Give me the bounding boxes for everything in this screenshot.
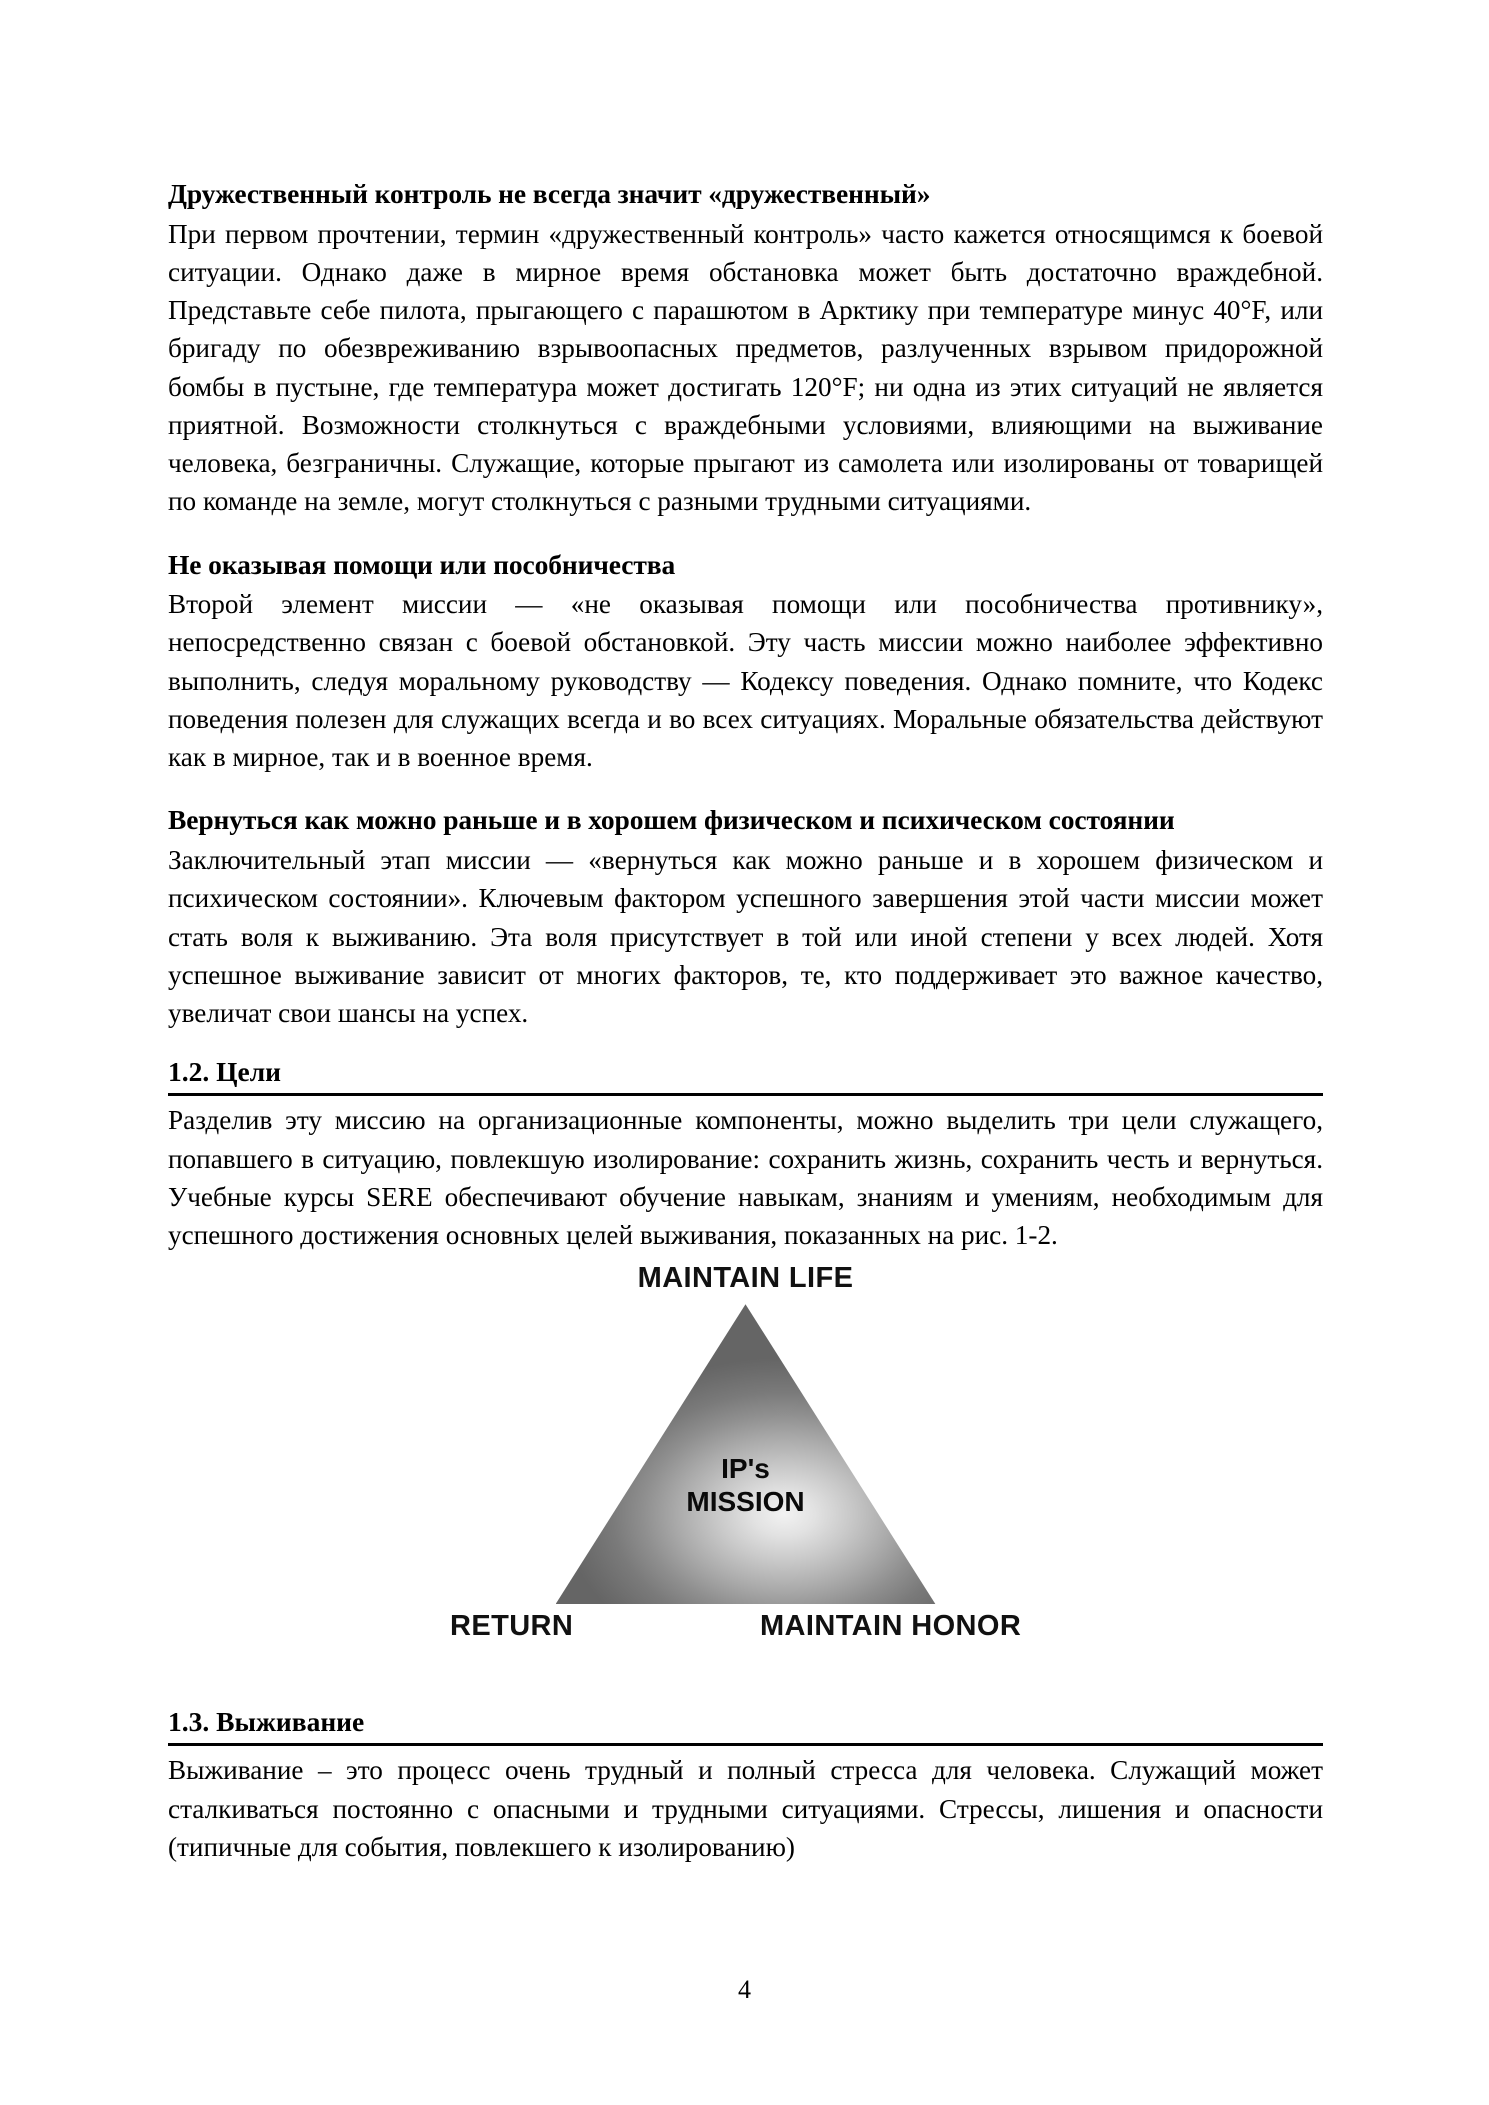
section-body-friendly-control: При первом прочтении, термин «дружественный контроль» часто кажется относящимся к боевой ситуации. Однако даже в мирное время обстановка может быть достаточно враждебной. Представьте себе пилота, прыгающего с парашютом в Арктику при температуре минус 40°F, или бригаду по обезвреживанию взрывоопасных предметов, разлученных взрывом придорожной бомбы в пустыне, где температура может достигать 120°F; ни одна из этих ситуаций не является приятной. Возможности столкнуться с враждебными условиями, влияющими на выживание человека, безграничны. Служащие, которые прыгают из самолета или изолированы от товарищей по команде на земле, могут столкнуться с разными трудными ситуациями. — [168, 218, 1323, 517]
triangle-center-line-2: MISSION — [686, 1486, 805, 1518]
figure-apex-label: MAINTAIN LIFE — [637, 1262, 854, 1295]
triangle-shape-wrapper — [556, 1304, 936, 1604]
figure-bottom-right-label: MAINTAIN HONOR — [760, 1610, 1022, 1643]
section-body-no-aid-or-comfort: Второй элемент миссии — «не оказывая помощи или пособничества противнику», непосредственно связан с боевой обстановкой. Эту часть миссии можно наиболее эффективно выполнить, следуя моральному руководству — Кодексу поведения. Однако помните, что Кодекс поведения полезен для служащих всегда и во всех ситуациях. Моральные обязательства действуют как в мирное, так и в военное время. — [168, 589, 1323, 773]
page-content — [168, 176, 1323, 1866]
page-number: 4 — [738, 1975, 751, 2004]
figure-bottom-left-label: RETURN — [450, 1610, 574, 1643]
numbered-heading-goals: 1.2. Цели — [168, 1054, 1323, 1096]
triangle-center-text — [556, 1452, 936, 1518]
triangle-center-line-1: IP's — [721, 1453, 770, 1485]
numbered-heading-survival: 1.3. Выживание — [168, 1704, 1323, 1746]
ips-mission-triangle-figure — [168, 1262, 1323, 1682]
section-heading-friendly-control: Дружественный контроль не всегда значит «дружественный» — [168, 178, 931, 209]
numbered-body-survival: Выживание – это процесс очень трудный и полный стресса для человека. Служащий может сталкиваться постоянно с опасными и трудными ситуациями. Стрессы, лишения и опасности (типичные для события, повлекшего к изолированию) — [168, 1755, 1323, 1862]
section-heading-no-aid-or-comfort: Не оказывая помощи или пособничества — [168, 548, 676, 580]
numbered-body-goals: Разделив эту миссию на организационные компоненты, можно выделить три цели служащего, попавшего в ситуацию, повлекшую изолирование: сохранить жизнь, сохранить честь и вернуться. Учебные курсы SERE обеспечивают обучение навыкам, знаниям и умениям, необходимым для успешного достижения основных целей выживания, показанных на рис. 1-2. — [168, 1105, 1323, 1251]
section-heading-return-early: Вернуться как можно раньше и в хорошем физическом и психическом состоянии — [168, 804, 1175, 836]
section-body-return-early: Заключительный этап миссии — «вернуться как можно раньше и в хорошем физическом и психическом состоянии». Ключевым фактором успешного завершения этой части миссии может стать воля к выживанию. Эта воля присутствует в той или иной степени у всех людей. Хотя успешное выживание зависит от многих факторов, те, кто поддерживает это важное качество, увеличат свои шансы на успех. — [168, 845, 1323, 1028]
